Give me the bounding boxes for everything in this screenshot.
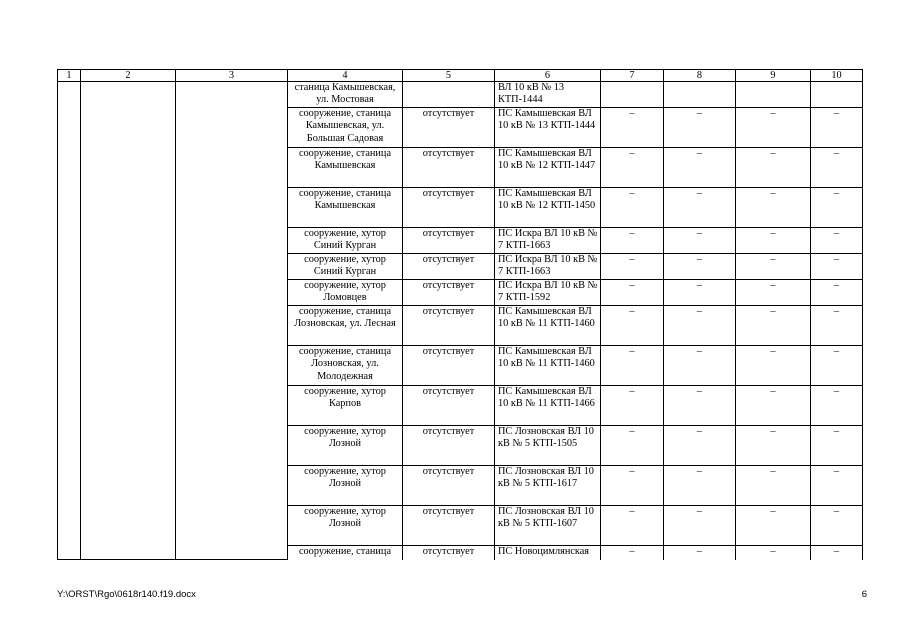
power-source-cell: ПС Камышевская ВЛ 10 кВ № 13 КТП-1444 <box>495 108 601 148</box>
col-7-cell: – <box>601 306 664 346</box>
object-cell: сооружение, станица Лозновская, ул. Молодежная <box>288 346 403 386</box>
col-9-cell: – <box>736 228 811 254</box>
object-cell: сооружение, станица Камышевская <box>288 188 403 228</box>
col-9-cell: – <box>736 466 811 506</box>
col-7-cell: – <box>601 108 664 148</box>
col-7-cell: – <box>601 228 664 254</box>
col-10-cell: – <box>811 466 863 506</box>
col-7-cell: – <box>601 280 664 306</box>
col-8-cell: – <box>664 466 736 506</box>
col-8-cell: – <box>664 426 736 466</box>
col-10-cell: – <box>811 506 863 546</box>
col-9-cell: – <box>736 108 811 148</box>
column-header: 1 <box>58 70 81 82</box>
col-8-cell: – <box>664 280 736 306</box>
col-7-cell <box>601 82 664 108</box>
col-8-cell: – <box>664 188 736 228</box>
col-9-cell: – <box>736 546 811 560</box>
object-cell: сооружение, станица <box>288 546 403 560</box>
document-table <box>57 69 863 560</box>
power-source-cell: ПС Камышевская ВЛ 10 кВ № 11 КТП-1460 <box>495 306 601 346</box>
owner-cell: отсутствует <box>403 506 495 546</box>
col-9-cell: – <box>736 506 811 546</box>
object-cell: сооружение, хутор Лозной <box>288 466 403 506</box>
col-9-cell: – <box>736 346 811 386</box>
col-7-cell: – <box>601 148 664 188</box>
col-8-cell: – <box>664 254 736 280</box>
owner-cell: отсутствует <box>403 148 495 188</box>
col-9-cell: – <box>736 254 811 280</box>
power-source-cell: ПС Камышевская ВЛ 10 кВ № 11 КТП-1466 <box>495 386 601 426</box>
col-7-cell: – <box>601 188 664 228</box>
col-8-cell: – <box>664 346 736 386</box>
column-header: 2 <box>81 70 176 82</box>
col-8-cell: – <box>664 506 736 546</box>
col-10-cell: – <box>811 306 863 346</box>
column-header: 4 <box>288 70 403 82</box>
col-2-cell <box>81 82 176 560</box>
owner-cell: отсутствует <box>403 254 495 280</box>
col-8-cell <box>664 82 736 108</box>
column-header: 7 <box>601 70 664 82</box>
col-10-cell: – <box>811 426 863 466</box>
col-9-cell: – <box>736 188 811 228</box>
power-source-cell: ПС Камышевская ВЛ 10 кВ № 12 КТП-1447 <box>495 148 601 188</box>
column-header: 9 <box>736 70 811 82</box>
object-cell: сооружение, станица Лозновская, ул. Лесная <box>288 306 403 346</box>
footer-file-path: Y:\ORST\Rgo\0618r140.f19.docx <box>57 589 196 600</box>
object-cell: сооружение, хутор Синий Курган <box>288 254 403 280</box>
col-10-cell: – <box>811 346 863 386</box>
col-10-cell: – <box>811 188 863 228</box>
column-header: 6 <box>495 70 601 82</box>
col-7-cell: – <box>601 426 664 466</box>
owner-cell: отсутствует <box>403 306 495 346</box>
col-9-cell: – <box>736 306 811 346</box>
power-source-cell: ПС Лозновская ВЛ 10 кВ № 5 КТП-1505 <box>495 426 601 466</box>
col-9-cell: – <box>736 386 811 426</box>
col-10-cell: – <box>811 280 863 306</box>
col-8-cell: – <box>664 306 736 346</box>
owner-cell: отсутствует <box>403 386 495 426</box>
col-10-cell: – <box>811 546 863 560</box>
col-10-cell: – <box>811 228 863 254</box>
column-header: 3 <box>176 70 288 82</box>
power-source-cell: ВЛ 10 кВ № 13 КТП-1444 <box>495 82 601 108</box>
column-header: 5 <box>403 70 495 82</box>
owner-cell: отсутствует <box>403 466 495 506</box>
col-10-cell <box>811 82 863 108</box>
col-7-cell: – <box>601 466 664 506</box>
col-8-cell: – <box>664 386 736 426</box>
object-cell: сооружение, хутор Лозной <box>288 506 403 546</box>
col-9-cell: – <box>736 280 811 306</box>
col-7-cell: – <box>601 346 664 386</box>
column-header: 10 <box>811 70 863 82</box>
power-source-cell: ПС Искра ВЛ 10 кВ № 7 КТП-1663 <box>495 254 601 280</box>
footer-page-number: 6 <box>861 589 867 600</box>
col-9-cell <box>736 82 811 108</box>
col-10-cell: – <box>811 386 863 426</box>
col-8-cell: – <box>664 148 736 188</box>
owner-cell: отсутствует <box>403 280 495 306</box>
col-10-cell: – <box>811 148 863 188</box>
power-source-cell: ПС Лозновская ВЛ 10 кВ № 5 КТП-1607 <box>495 506 601 546</box>
owner-cell: отсутствует <box>403 228 495 254</box>
column-header: 8 <box>664 70 736 82</box>
col-8-cell: – <box>664 546 736 560</box>
col-9-cell: – <box>736 148 811 188</box>
table-header-row <box>58 70 863 82</box>
power-source-cell: ПС Лозновская ВЛ 10 кВ № 5 КТП-1617 <box>495 466 601 506</box>
owner-cell: отсутствует <box>403 426 495 466</box>
object-cell: станица Камышевская, ул. Мостовая <box>288 82 403 108</box>
col-9-cell: – <box>736 426 811 466</box>
object-cell: сооружение, станица Камышевская <box>288 148 403 188</box>
object-cell: сооружение, станица Камышевская, ул. Большая Садовая <box>288 108 403 148</box>
owner-cell: отсутствует <box>403 546 495 560</box>
power-source-cell: ПС Камышевская ВЛ 10 кВ № 12 КТП-1450 <box>495 188 601 228</box>
col-10-cell: – <box>811 108 863 148</box>
power-source-cell: ПС Искра ВЛ 10 кВ № 7 КТП-1592 <box>495 280 601 306</box>
col-8-cell: – <box>664 108 736 148</box>
owner-cell <box>403 82 495 108</box>
table-row <box>58 82 863 108</box>
owner-cell: отсутствует <box>403 188 495 228</box>
col-7-cell: – <box>601 506 664 546</box>
object-cell: сооружение, хутор Синий Курган <box>288 228 403 254</box>
col-8-cell: – <box>664 228 736 254</box>
col-1-cell <box>58 82 81 560</box>
power-source-cell: ПС Искра ВЛ 10 кВ № 7 КТП-1663 <box>495 228 601 254</box>
object-cell: сооружение, хутор Лозной <box>288 426 403 466</box>
col-10-cell: – <box>811 254 863 280</box>
col-7-cell: – <box>601 546 664 560</box>
power-source-cell: ПС Камышевская ВЛ 10 кВ № 11 КТП-1460 <box>495 346 601 386</box>
col-7-cell: – <box>601 254 664 280</box>
owner-cell: отсутствует <box>403 108 495 148</box>
power-source-cell: ПС Новоцимлянская <box>495 546 601 560</box>
owner-cell: отсутствует <box>403 346 495 386</box>
col-3-cell <box>176 82 288 560</box>
object-cell: сооружение, хутор Карпов <box>288 386 403 426</box>
col-7-cell: – <box>601 386 664 426</box>
object-cell: сооружение, хутор Ломовцев <box>288 280 403 306</box>
